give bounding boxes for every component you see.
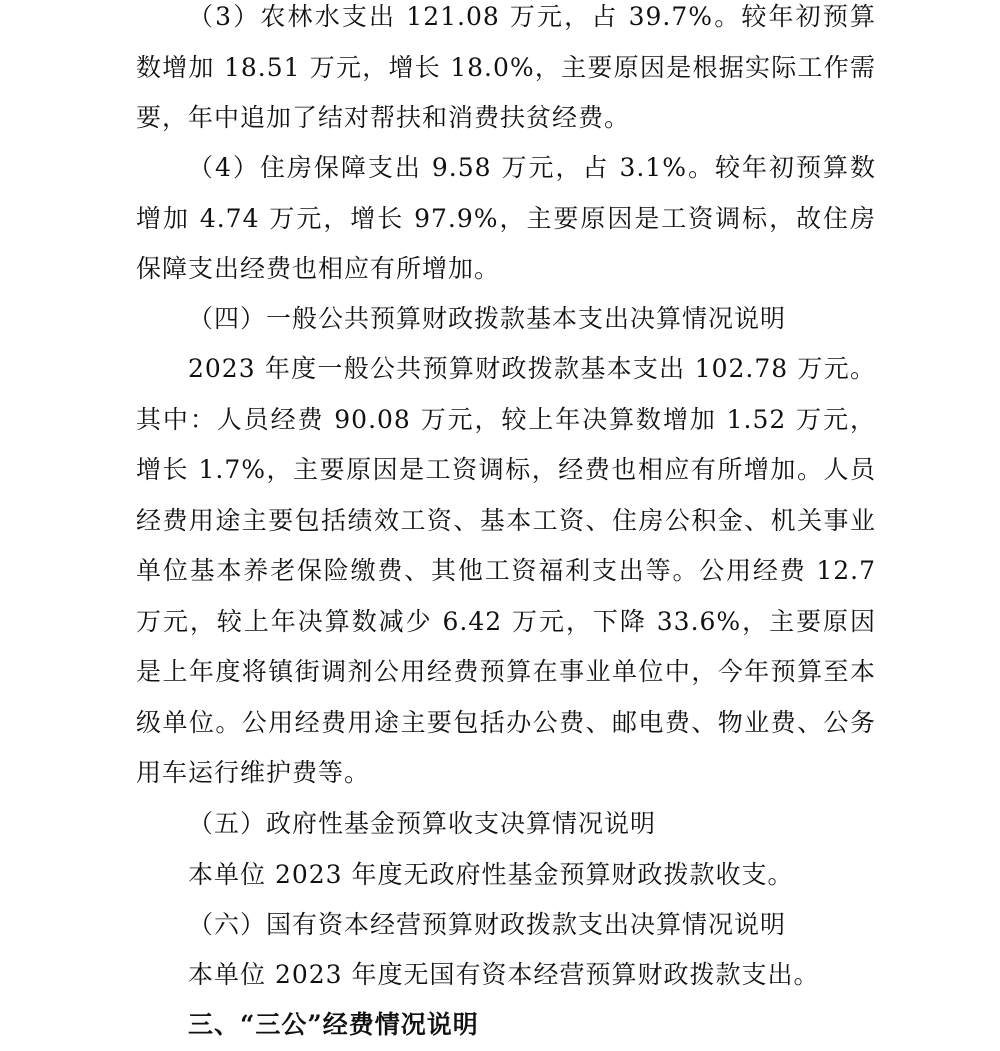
section-heading-state-capital: （六）国有资本经营预算财政拨款支出决算情况说明 — [188, 910, 787, 939]
paragraph-agriculture-expenditure: （3）农林水支出 121.08 万元，占 39.7%。较年初预算数增加 18.51 万元，增长 18.0%，主要原因是根据实际工作需要，年中追加了结对帮扶和消费扶贫经费。 — [136, 2, 876, 132]
section-heading-three-public-expenses: 三、“三公”经费情况说明 — [188, 1010, 479, 1039]
paragraph-basic-expenditure: 2023 年度一般公共预算财政拨款基本支出 102.78 万元。其中：人员经费 90.08 万元，较上年决算数增加 1.52 万元，增长 1.7%，主要原因是工资调标，经费也相应有所增加。人员经费用途主要包括绩效工资、基本工资、住房公积金、机关事业单位基本养老保险缴费、其他工资福利支出等。公用经费 12.7 万元，较上年决算数减少 6.42 万元，下降 33.6%，主要原因是上年度将镇街调剂公用经费预算在事业单位中，今年预算至本级单位。公用经费用途主要包括办公费、邮电费、物业费、公务用车运行维护费等。 — [136, 354, 876, 787]
paragraph-state-capital: 本单位 2023 年度无国有资本经营预算财政拨款支出。 — [188, 960, 820, 989]
section-heading-government-fund: （五）政府性基金预算收支决算情况说明 — [188, 809, 657, 838]
paragraph-housing-expenditure: （4）住房保障支出 9.58 万元，占 3.1%。较年初预算数增加 4.74 万元，增长 97.9%，主要原因是工资调标，故住房保障支出经费也相应有所增加。 — [136, 153, 876, 283]
section-heading-basic-expenditure: （四）一般公共预算财政拨款基本支出决算情况说明 — [188, 304, 787, 333]
paragraph-government-fund: 本单位 2023 年度无政府性基金预算财政拨款收支。 — [188, 860, 794, 889]
